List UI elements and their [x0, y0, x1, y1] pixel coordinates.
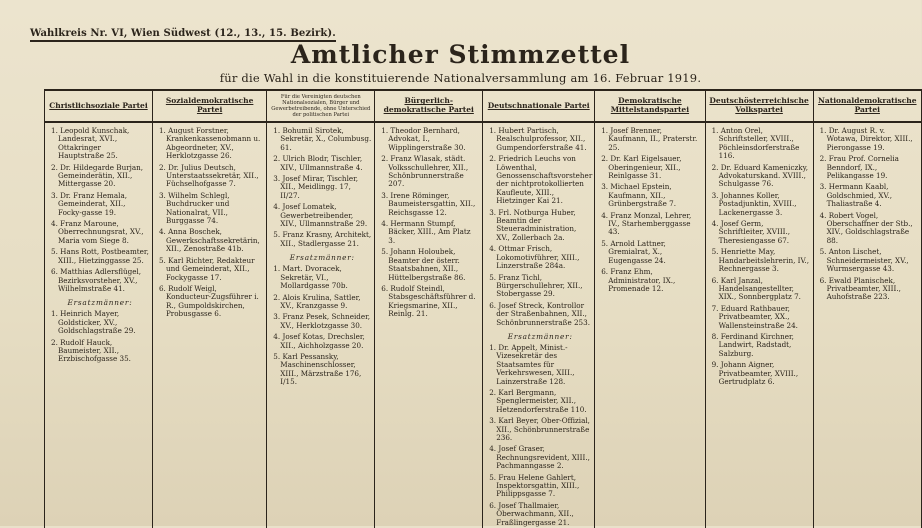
candidate: 4. Josef Germ, Schriftleiter, XVIII., Theresiengasse 67. — [711, 219, 791, 245]
party-column-national-social[interactable] — [267, 91, 375, 528]
candidate: 6. Matthias Adlersflügel, Bezirksvorsteher, XV., Wilhelmstraße 41. — [51, 267, 142, 293]
party-column-german-national[interactable] — [483, 91, 595, 528]
substitute: 2. Alois Krulina, Sattler, XV., Kranzgasse 9. — [273, 292, 361, 310]
candidate: 1. Josef Brenner, Kaufmann, II., Praterstr. 25. — [601, 126, 698, 152]
candidate: 4. Robert Vogel, Oberschaffner der Stb., XIV., Goldschlagstraße 88. — [819, 210, 913, 245]
candidate: 3. Irene Röminger, Baumeistersgattin, XII., Reichsgasse 12. — [381, 190, 476, 217]
candidate: 3. Hermann Kaabl, Goldschmied, XV., Thaliastraße 4. — [819, 182, 893, 209]
substitute: 1. Dr. Appelt, Minist.-Vizesekretär des Staatsamtes für Verkehrswesen, XIII., Lainzerstraße 128. — [489, 342, 575, 386]
candidate: 2. Dr. Karl Eigelsauer, Oberingenieur, XII., Reinlgasse 31. — [601, 154, 682, 181]
party-header: Bürgerlich-demokratische Partei — [375, 91, 482, 123]
candidate: 2. Friedrich Leuchs von Löwenthal, Genossenschaftsvorsteher der nichtprotokollierten Kaufleute, XIII., Hietzinger Kai 21. — [489, 154, 593, 206]
candidate: 1. Dr. August R. v. Wotawa, Direktor, XIII., Pierongasse 19. — [819, 126, 913, 152]
candidate: 1. August Forstner, Krankenkassenobmann u. Abgeordneter, XV., Herklotzgasse 26. — [158, 126, 261, 161]
candidate: 3. Johannes Koller, Postadjunktin, XVIII., Lackenergasse 3. — [711, 190, 797, 217]
substitute: 3. Karl Beyer, Ober-Offizial, XII., Schönbrunnerstraße 236. — [489, 416, 590, 442]
candidate: 6. Ewald Planischek, Privatbeamter, XIII., Auhofstraße 223. — [819, 275, 901, 302]
substitute: 5. Karl Pessansky, Maschinenschlosser, XIII., Märzstraße 176, I/15. — [273, 351, 362, 387]
candidate: 4. Ottmar Frisch, Lokomotivführer, XIII., Linzerstraße 284a. — [489, 244, 580, 271]
candidate: 1. Theodor Bernhard, Advokat, I., Wipplingerstraße 30. — [381, 126, 466, 152]
party-column-bourgeois-democratic[interactable] — [375, 91, 483, 528]
party-column-german-austrian-peoples[interactable] — [706, 91, 814, 528]
party-header: Christlichsoziale Partei — [45, 91, 152, 123]
substitute: 5. Frau Helene Gahlert, Inspektorsgattin, XIII., Philippsgasse 7. — [489, 472, 580, 499]
party-header: Sozialdemokratische Partei — [153, 91, 266, 123]
candidate: 5. Franz Tichl, Bürgerschullehrer, XII., Stobergasse 29. — [489, 272, 583, 299]
candidate: 6. Franz Ehm, Administrator, IX., Promenade 12. — [601, 267, 676, 293]
candidate: 6. Josef Streck, Kontrollor der Straßenbahnen, XII., Schönbrunnerstraße 253. — [489, 300, 590, 327]
candidate: 1. Leopold Kunschak, Landesrat, XVI., Ottakringer Hauptstraße 25. — [51, 126, 130, 161]
substitute: 6. Josef Thallmaier, Oberwachmann, XII., Fraßlingergasse 21. — [489, 500, 574, 527]
party-header: Demokratische Mittelstandspartei — [595, 91, 704, 123]
candidate: 3. Frl. Notburga Huber, Beamtin der Steueradministration, XV., Zollerbach 2a. — [489, 207, 577, 242]
substitute: 4. Josef Graser, Rechnungsrevident, XIII., Pachmanngasse 2. — [489, 444, 590, 471]
candidate: 5. Franz Krasny, Architekt, XII., Stadlergasse 21. — [273, 230, 372, 248]
candidate: 3. Wilhelm Schlegl, Buchdrucker und Nationalrat, VII., Burggasse 74. — [158, 190, 230, 226]
candidate: 8. Ferdinand Kirchner, Landwirt, Radstadt, Salzburg. — [711, 331, 794, 358]
candidate: 2. Frau Prof. Cornelia Benndorf, IX., Pelikangasse 19. — [819, 154, 899, 181]
candidate: 2. Franz Wlasak, städt. Volksschullehrer, XII., Schönbrunnerstraße 207. — [381, 154, 469, 189]
candidate: 1. Hubert Partisch, Realschulprofessor, XII., Gumpendorferstraße 41. — [489, 126, 587, 152]
candidate: 2. Dr. Eduard Kameniczky, Advokaturskand. XVIII., Schulgasse 76. — [711, 162, 809, 189]
candidate: 4. Josef Lomatek, Gewerbetreibender, XIV., Ullmannstraße 29. — [273, 202, 368, 229]
candidate: 5. Henriette May, Handarbeitslehrerin, IV., Rechnergasse 3. — [711, 247, 809, 274]
candidate: 5. Arnold Lattner, Gremialrat, X., Eugengasse 24. — [601, 238, 666, 265]
candidate: 6. Karl Janzal, Handelsangestellter, XIX., Sonnbergplatz 7. — [711, 275, 801, 302]
candidate: 2. Ulrich Blodr, Tischler, XIV., Ullmannstraße 4. — [273, 154, 363, 172]
party-header: Für die Vereinigten deutschen Nationalsozialen, Bürger und Gewerbetreibende, ohne Unterschied der politischen Partei — [267, 91, 374, 123]
substitute: 1. Heinrich Mayer, Goldsticker, XV., Goldschlagstraße 29. — [51, 309, 136, 336]
candidate: 1. Bohumil Sirotek, Sekretär, X., Columbusg. 61. — [273, 126, 372, 152]
party-header: Deutschnationale Partei — [483, 91, 594, 123]
candidate: 4. Franz Maroune, Oberrechnungsrat, XV., Maria vom Siege 8. — [51, 219, 144, 245]
party-column-national-democratic[interactable] — [814, 91, 922, 528]
party-column-christian-social[interactable] — [45, 91, 153, 528]
candidate: 7. Eduard Rathbauer, Privatbeamter, XX., Wallensteinstraße 24. — [711, 303, 798, 330]
substitutes-heading: Ersatzmänner: — [67, 298, 133, 308]
party-column-social-democratic[interactable] — [153, 91, 267, 528]
candidate: 5. Hans Rott, Postbeamter, XIII., Hietzinggasse 25. — [51, 247, 149, 265]
substitute: 3. Franz Pesek, Schneider, XV., Herklotzgasse 30. — [273, 312, 371, 330]
substitutes-heading: Ersatzmänner: — [507, 331, 573, 341]
candidate: 9. Johann Aigner, Privatbeamter, XVIII., Gertrudplatz 6. — [711, 360, 799, 386]
party-columns — [44, 89, 922, 528]
candidate: 4. Hermann Stumpf, Bäcker, XIII., Am Platz 3. — [381, 219, 471, 245]
candidate: 5. Anton Lischet, Schneidermeister, XV., Wurmsergasse 43. — [819, 247, 909, 274]
substitute: 1. Mart. Dvoracek, Sekretär, VI., Mollardgasse 70b. — [273, 264, 348, 291]
party-column-democratic-middle-class[interactable] — [595, 91, 705, 528]
candidate: 3. Josef Mirar, Tischler, XII., Meidlingg. 17, II/27. — [273, 174, 359, 200]
candidate: 3. Dr. Franz Hemala, Gemeinderat, XII., Focky-gasse 19. — [51, 190, 128, 217]
candidate: 4. Anna Boschek, Gewerkschaftssekretärin, XII., Zenostraße 41b. — [158, 227, 260, 254]
substitute: 2. Karl Bergmann, Spenglermeister, XII., Hetzendorferstraße 110. — [489, 387, 587, 414]
party-header: Deutschösterreichische Volkspartei — [706, 91, 813, 123]
candidate: 3. Michael Epstein, Kaufmann, XII., Grünbergstraße 7. — [601, 182, 677, 209]
candidate: 6. Rudolf Weigl, Konducteur-Zugsführer i. R., Gumpoldskirchen, Probusgasse 6. — [158, 283, 259, 319]
candidate: 2. Dr. Julius Deutsch, Unterstaatssekretär, XII., Füchselhofgasse 7. — [158, 162, 259, 189]
substitutes-heading: Ersatzmänner: — [289, 253, 355, 263]
party-header: Nationaldemokratische Partei — [814, 91, 921, 123]
substitute: 2. Rudolf Hauck, Baumeister, XII., Erzbischofgasse 35. — [51, 337, 131, 364]
ballot-title: Amtlicher Stimmzettel — [290, 40, 631, 69]
candidate: 4. Franz Monzal, Lehrer, IV., Starhemberggasse 43. — [601, 210, 692, 237]
candidate: 5. Karl Richter, Redakteur und Gemeinderat, XII., Fockygasse 17. — [158, 255, 255, 282]
candidate: 5. Johann Holoubek, Beamter der österr. Staatsbahnen, XII., Hüttelbergstraße 86. — [381, 247, 466, 282]
candidate: 6. Rudolf Steindl, Stabsgeschäftsführer d. Kriegsmarine, XII., Reinlg. 21. — [381, 283, 476, 319]
ballot-subtitle: für die Wahl in die konstituierende Nationalversammlung am 16. Februar 1919. — [219, 71, 702, 85]
district-label: Wahlkreis Nr. VI, Wien Südwest (12., 13., 15. Bezirk). — [30, 28, 336, 42]
candidate: 2. Dr. Hildegarde Burjan, Gemeinderätin, XII., Mittergasse 20. — [51, 162, 144, 189]
substitute: 4. Josef Kotas, Drechsler, XII., Aichholzgasse 20. — [273, 332, 365, 350]
candidate: 1. Anton Orel, Schriftsteller, XVIII., Pöchleinsdorferstraße 116. — [711, 126, 800, 161]
